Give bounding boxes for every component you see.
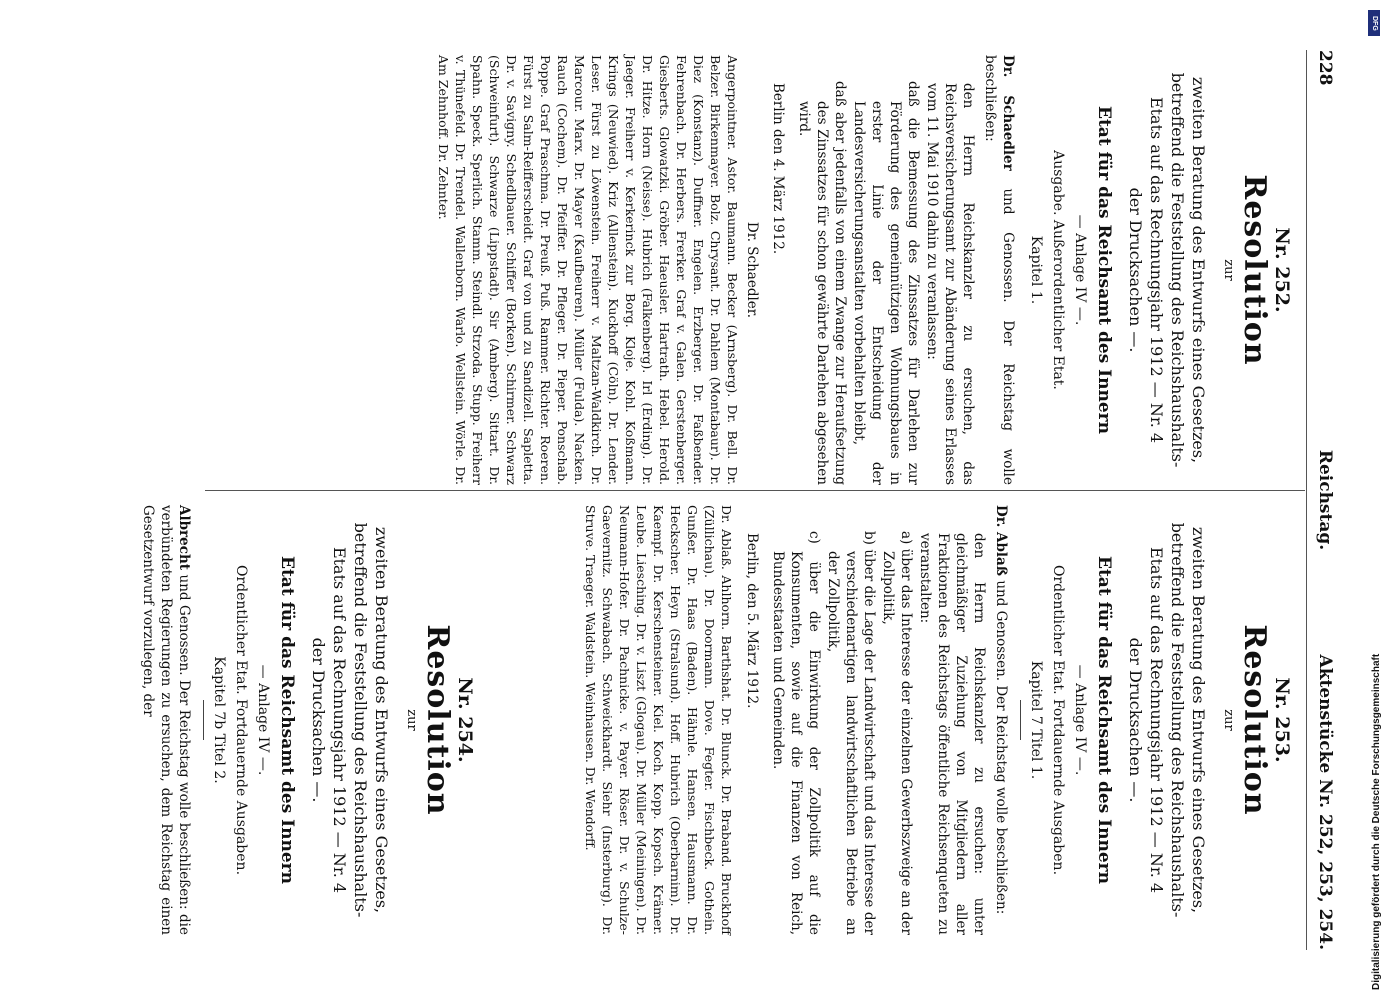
anlage-label: — Anlage IV —.: [255, 664, 271, 776]
signatory-list: Angerpointner. Astor. Baumann. Becker (Arnsberg). Dr. Bell. Dr. Belzer. Birkenmayer. Bolz. Chrysant. Dr. Dahlem (Montabaur). Dr. Diez (Konstanz). Duffner. Engelen. Erzberger. Dr. Faßbender. Fehrenbach. Dr. Herbers. Frerker. Graf v. Galen. Gerstenberger. Giesberts. Glowatzki. Gröber. Haeusler. Hartrath. Hebel. Herold. Dr. Hitze. Horn (Neisse). Hubrich (Falkenberg). Irl (Erding). Dr. Jaeger. Freiherr v. Kerkerinck zur Borg. Kloje. Kohl. Koßmann. Krings (Neuwied). Kriz (Allenstein). Kuckhoff (Cöln). Dr. Lender. Leser. Fürst zu Löwenstein. Freiherr v. Maltzan-Waldkirch. Dr. Marcour. Marx. Dr. Mayer (Kaufbeuren). Müller (Fulda). Nacken. Rauch (Cochem). Dr. Pfeiffer. Dr. Pfleger. Dr. Pieper. Ponschab. Poppe. Graf Praschma. Dr. Preuß. Puß. Rammer. Richter. Roeren. Fürst zu Salm-Reifferscheidt. Graf von und zu Sandizell. Sapletta. Dr. v. Savigny. Schedlbauer. Schiffer (Borken). Schirmer. Schwarz (Schweinfurt). Schwarze (Lippstadt). Sir (Amberg). Sittart. Dr. Spahn. Speck. Sperlich. Stamm. Steindl. Strzoda. Stupp. Freiherr v. Thünefeld. Dr. Trendel. Wallenborn. Warlo. Wellstein. Wörle. Dr. Am Zehnhoff. Dr. Zehnter.: [436, 55, 740, 485]
mover-paragraph: [139, 505, 193, 935]
resolution-item: b) über die Lage der Landwirtschaft und das Interesse der verschiedenartigen landwirtschaftlichen Betriebe an der Zollpolitik,: [825, 531, 877, 935]
resolution-item: daß die Bemessung des Zinssatzes für Darlehen zur Förderung des gemeinnützigen Wohnungsbaues in erster Linie der Entscheidung der Landesversicherungsanstalten vorbehalten bleibt,: [851, 81, 921, 485]
mover-text: und Genossen. Der Reichstag wolle beschließen:: [993, 576, 1009, 915]
kapitel-label: Kapitel 7 Titel 1.: [1028, 660, 1044, 780]
resolution-number: Nr. 254.: [454, 677, 476, 763]
signatory-list: Dr. Ablaß. Ahlhorn. Barthshat. Dr. Blunck. Dr. Braband. Bruckhoff (Züllichau). Dr. Doormann. Dove. Fegter. Fischbeck. Gothein. Gunßer. Dr. Haas (Baden). Hähnle. Hansen. Hausmann. Dr. Heckscher. Heyn (Stralsund). Hoff. Hubrich (Oberbarnim). Dr. Kaempf. Dr. Kerschensteiner. Kiel. Koch. Kopp. Kopsch. Krämer. Leube. Liesching. Dr. v. Liszt (Glogau). Dr. Müller (Meiningen). Dr. Neumann-Hofer. Dr. Pachnicke. v. Payer. Röser. Dr. v. Schulze-Gaevernitz. Schwabach. Schweickhardt. Siehr (Insterburg). Dr. Struve. Traeger. Waldstein. Weinhausen. Dr. Wendorff.: [583, 505, 734, 935]
resolution-item: daß aber jedenfalls von einem Zwange zur Heraufsetzung des Zinssatzes für schon gewährte Darlehen abgesehen wird.: [796, 81, 848, 485]
resolution-body: den Herrn Reichskanzler zu ersuchen: unter gleichmäßiger Zuziehung von Mitgliedern aller Fraktionen des Reichstags öffentliche Reichsenqueten zu veranstalten:: [917, 533, 987, 935]
resolution-252: [435, 55, 1295, 485]
subject-line: betreffend die Feststellung des Reichshaushalts-: [351, 522, 370, 918]
subject-line: Etats auf das Rechnungsjahr 1912 — Nr. 4: [1147, 546, 1166, 894]
page-number: 228: [1315, 50, 1335, 86]
anlage-label: — Anlage IV —.: [1072, 214, 1088, 326]
etat-heading: Etat für das Reichsamt des Innern: [1094, 106, 1114, 434]
resolution-date: Berlin den 4. März 1912.: [770, 83, 786, 255]
mover-paragraph: [992, 505, 1010, 935]
kapitel-label: Kapitel 7b Titel 2.: [211, 656, 227, 784]
resolution-254: [135, 505, 478, 935]
subject-line: betreffend die Feststellung des Reichshaushalts-: [1168, 72, 1187, 468]
separator: [1020, 700, 1021, 740]
zur-label: zur: [1221, 709, 1236, 731]
subject-line: Etats auf das Rechnungsjahr 1912 — Nr. 4: [330, 546, 349, 894]
subject-line: Etats auf das Rechnungsjahr 1912 — Nr. 4: [1147, 96, 1166, 444]
separator: [203, 700, 204, 740]
resolution-date: Berlin, den 5. März 1912.: [744, 533, 760, 709]
resolution-number: Nr. 253.: [1271, 677, 1293, 763]
subject-line: der Drucksachen —.: [1126, 187, 1145, 353]
subject-line: zweiten Beratung des Entwurfs eines Gesetzes,: [1189, 76, 1208, 464]
ausgabe-label: Ausgabe. Außerordentlicher Etat.: [1050, 150, 1066, 390]
subject-line: der Drucksachen —.: [309, 637, 328, 803]
mover-name: Dr. Schaedler: [1000, 55, 1016, 171]
mover-paragraph: [981, 55, 1017, 485]
etat-heading: Etat für das Reichsamt des Innern: [277, 556, 297, 884]
subject-line: zweiten Beratung des Entwurfs eines Gesetzes,: [372, 526, 391, 914]
mover-text: und Genossen. Der Reichstag wolle beschließen: die verbündeten Regierungen zu ersuchen, dem Reichstag einen Gesetzentwurf vorzulegen, der: [140, 505, 192, 935]
mover-name: Albrecht: [176, 505, 192, 571]
zur-label: zur: [1221, 259, 1236, 281]
anlage-label: — Anlage IV —.: [1072, 664, 1088, 776]
document-reference: Aktenstücke Nr. 252, 253, 254.: [1315, 654, 1335, 950]
resolution-title: Resolution: [420, 624, 455, 816]
header-rule: [1306, 50, 1307, 950]
column-rule: [205, 490, 1305, 491]
signer: Dr. Schaedler.: [744, 221, 760, 319]
page-header: [1311, 50, 1335, 950]
ordentlich-label: Ordentlicher Etat. Fortdauernde Ausgaben.: [1050, 564, 1066, 876]
subject-line: zweiten Beratung des Entwurfs eines Gesetzes,: [1189, 526, 1208, 914]
resolution-item: a) über das Interesse der einzelnen Gewerbszweige an der Zollpolitik,: [880, 531, 914, 935]
etat-heading: Etat für das Reichsamt des Innern: [1094, 556, 1114, 884]
resolution-253: [582, 505, 1295, 935]
resolution-number: Nr. 252.: [1271, 227, 1293, 313]
subject-line: der Drucksachen —.: [1126, 637, 1145, 803]
resolution-body: den Herrn Reichskanzler zu ersuchen, das Reichsversicherungsamt zur Abänderung seines Erlasses vom 11. Mai 1910 dahin zu veranlassen:: [924, 83, 976, 485]
resolution-item: c) über die Einwirkung der Zollpolitik auf die Konsumenten, sowie auf die Finanzen von Reich, Bundesstaaten und Gemeinden.: [770, 531, 822, 935]
digitization-notice: Digitalisierung gefördert durch die Deutsche Forschungsgemeinschaft: [1371, 653, 1382, 990]
mover-name: Dr. Ablaß: [993, 505, 1009, 577]
resolution-title: Resolution: [1237, 174, 1272, 366]
ordentlich-label: Ordentlicher Etat. Fortdauernde Ausgaben.: [233, 564, 249, 876]
session-label: Reichstag.: [1315, 449, 1335, 551]
kapitel-label: Kapitel 1.: [1028, 235, 1044, 305]
zur-label: zur: [404, 709, 419, 731]
mover-text: und Genossen. Der Reichstag wolle beschließen:: [982, 55, 1016, 485]
resolution-title: Resolution: [1237, 624, 1272, 816]
subject-line: betreffend die Feststellung des Reichshaushalts-: [1168, 522, 1187, 918]
dfg-logo: DFG: [1368, 10, 1380, 36]
